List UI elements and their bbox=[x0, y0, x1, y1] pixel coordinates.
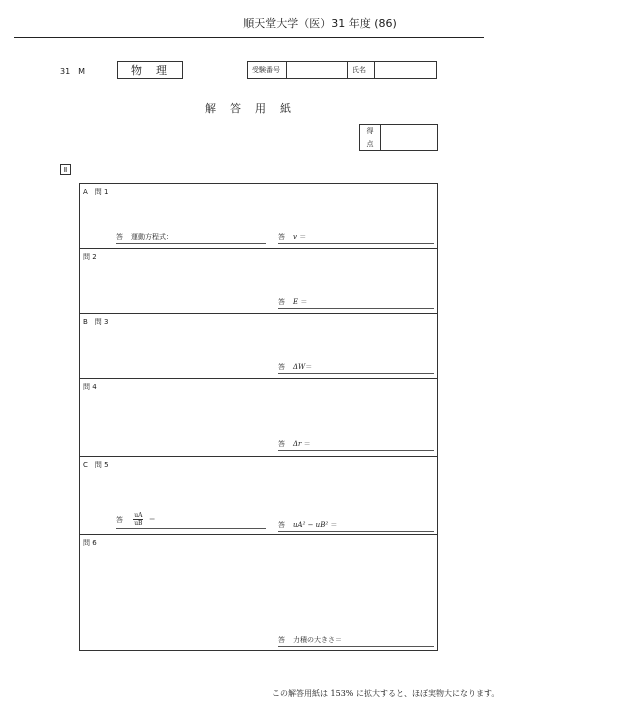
answer-line-difference[interactable] bbox=[278, 520, 434, 532]
answer-line-dw[interactable] bbox=[278, 362, 434, 374]
page-header-title: 順天堂大学（医）31 年度 (86) bbox=[243, 17, 397, 30]
answer-row-q1[interactable] bbox=[80, 184, 437, 249]
answer-line-ratio[interactable] bbox=[116, 512, 266, 529]
answer-mark: 答 bbox=[116, 515, 123, 524]
fraction-denominator: uB bbox=[134, 520, 143, 527]
score-label-bottom: 点 bbox=[366, 139, 374, 148]
answer-mark: 答 bbox=[278, 298, 285, 306]
name-field[interactable] bbox=[374, 62, 436, 78]
answer-row-q5[interactable] bbox=[80, 457, 437, 535]
answer-variable: Δr bbox=[293, 440, 302, 448]
answer-grid bbox=[79, 183, 438, 651]
question-label: A 問 1 bbox=[83, 188, 109, 196]
exam-code: 31 M bbox=[60, 67, 86, 76]
header-rule bbox=[14, 37, 484, 38]
answer-mark: 答 bbox=[278, 440, 285, 448]
name-label: 氏名 bbox=[352, 66, 366, 74]
answer-variable: ΔW bbox=[293, 363, 306, 371]
footer-note: この解答用紙は 153% に拡大すると、ほぼ実物大になります。 bbox=[272, 689, 500, 698]
question-label: B 問 3 bbox=[83, 318, 109, 326]
answer-label: 運動方程式： bbox=[131, 233, 173, 241]
exam-number-label: 受験番号 bbox=[252, 66, 280, 74]
answer-row-q2[interactable] bbox=[80, 249, 437, 314]
answer-variable: E bbox=[293, 298, 299, 306]
answer-label: 力積の大きさ＝ bbox=[293, 636, 342, 644]
answer-equals: ＝ bbox=[303, 440, 311, 448]
answer-line-v[interactable] bbox=[278, 232, 434, 244]
answer-mark: 答 bbox=[116, 233, 123, 241]
answer-row-q3[interactable] bbox=[80, 314, 437, 379]
answer-equals: ＝ bbox=[300, 298, 308, 306]
question-label: 問 2 bbox=[83, 253, 97, 261]
score-label-top: 得 bbox=[366, 127, 374, 136]
exam-number-field[interactable] bbox=[286, 62, 348, 78]
subject-box: 物理 bbox=[117, 61, 183, 79]
score-label bbox=[360, 125, 381, 150]
fraction-numerator: uA bbox=[134, 512, 143, 519]
answer-mark: 答 bbox=[278, 233, 285, 241]
question-label: 問 4 bbox=[83, 383, 97, 391]
question-label: C 問 5 bbox=[83, 461, 109, 469]
answer-line-e[interactable] bbox=[278, 297, 434, 309]
answer-line-dr[interactable] bbox=[278, 439, 434, 451]
score-field[interactable] bbox=[381, 125, 437, 150]
answer-expression: uA² − uB² bbox=[293, 521, 329, 529]
answer-equals: ＝ bbox=[299, 233, 307, 241]
answer-equals: ＝ bbox=[330, 521, 338, 529]
examinee-id-box bbox=[247, 61, 437, 79]
answer-line-equation[interactable] bbox=[116, 232, 266, 244]
answer-mark: 答 bbox=[278, 636, 285, 644]
answer-equals: ＝ bbox=[305, 363, 313, 371]
question-label: 問 6 bbox=[83, 539, 97, 547]
answer-row-q4[interactable] bbox=[80, 379, 437, 457]
velocity-ratio-fraction bbox=[133, 512, 143, 527]
score-box bbox=[359, 124, 438, 151]
answer-line-impulse[interactable] bbox=[278, 635, 434, 647]
answer-mark: 答 bbox=[278, 363, 285, 371]
answer-mark: 答 bbox=[278, 521, 285, 529]
answer-variable: v bbox=[293, 233, 297, 241]
sheet-title: 解答用紙 bbox=[205, 102, 305, 115]
answer-row-q6[interactable] bbox=[80, 535, 437, 652]
answer-equals: ＝ bbox=[148, 515, 156, 524]
section-mark: Ⅱ bbox=[60, 164, 71, 175]
